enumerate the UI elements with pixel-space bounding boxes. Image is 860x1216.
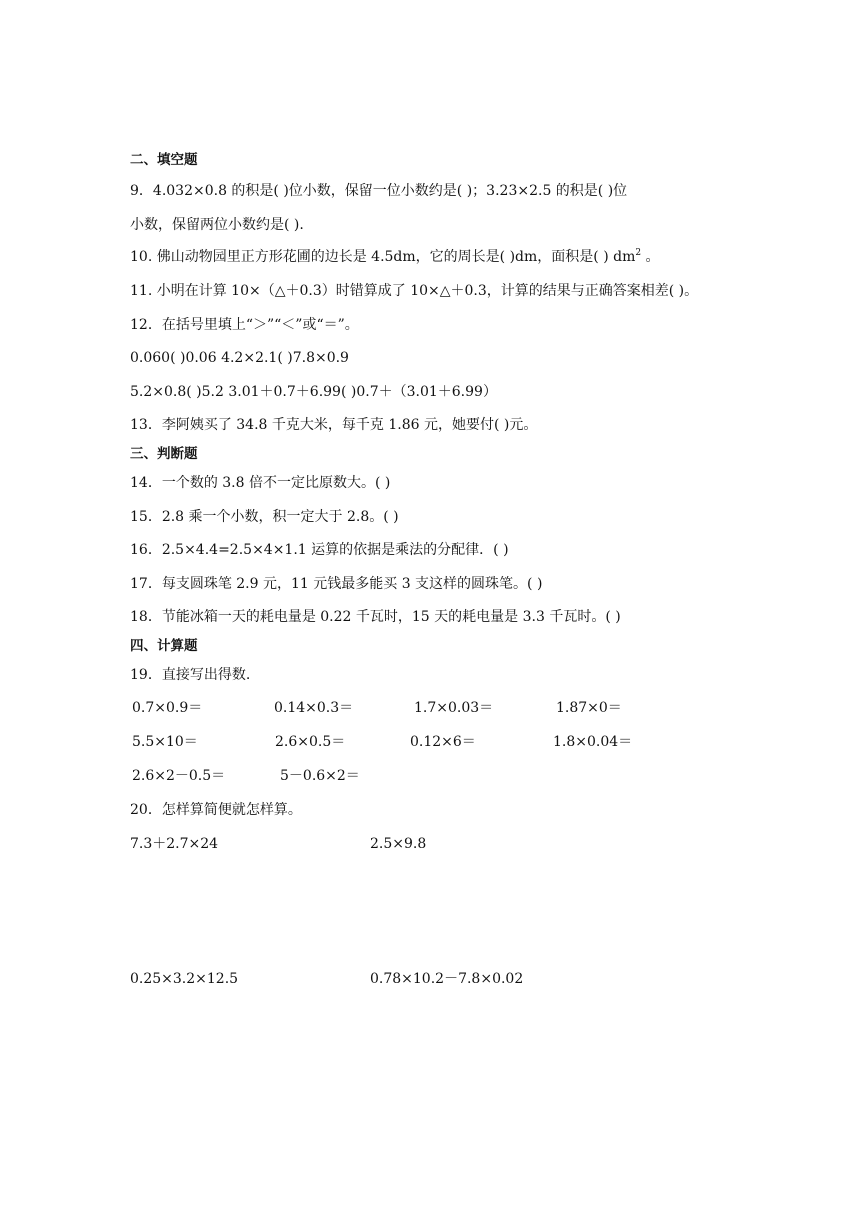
question-9-line2: 小数，保留两位小数约是( ). <box>130 217 304 233</box>
question-10-unit-exponent: 2 <box>635 248 642 258</box>
question-12-title: 12．在括号里填上“＞”“＜”或“＝”。 <box>130 317 359 333</box>
question-18: 18．节能冰箱一天的耗电量是 0.22 千瓦时，15 天的耗电量是 3.3 千瓦时。( ) <box>130 609 621 625</box>
question-9-line1: 9．4.032×0.8 的积是( )位小数，保留一位小数约是( )；3.23×2.5 的积是( )位 <box>130 183 628 199</box>
q19-item: 1.8×0.04＝ <box>553 734 633 750</box>
question-11: 11. 小明在计算 10×（△＋0.3）时错算成了 10×△＋0.3，计算的结果与正确答案相差( )。 <box>130 283 699 299</box>
section-calc-heading: 四、计算题 <box>130 638 198 654</box>
q20-item: 0.25×3.2×12.5 <box>130 971 239 987</box>
question-19-title: 19．直接写出得数. <box>130 667 251 683</box>
section-fill-blank-heading: 二、填空题 <box>130 152 198 168</box>
q20-item: 2.5×9.8 <box>370 836 427 852</box>
q19-item: 0.14×0.3＝ <box>274 700 354 716</box>
question-15: 15．2.8 乘一个小数，积一定大于 2.8。( ) <box>130 509 399 525</box>
q19-item: 1.87×0＝ <box>556 700 622 716</box>
question-17: 17．每支圆珠笔 2.9 元，11 元钱最多能买 3 支这样的圆珠笔。( ) <box>130 576 543 592</box>
q20-item: 7.3＋2.7×24 <box>130 836 219 852</box>
question-10-end: 。 <box>641 249 660 265</box>
q19-item: 0.12×6＝ <box>410 734 476 750</box>
q19-item: 5.5×10＝ <box>132 734 198 750</box>
question-10 <box>130 248 660 266</box>
question-12-row1: 0.060( )0.06 4.2×2.1( )7.8×0.9 <box>130 350 349 366</box>
question-16: 16．2.5×4.4=2.5×4×1.1 运算的依据是乘法的分配律．( ) <box>130 542 509 558</box>
question-12-row2: 5.2×0.8( )5.2 3.01＋0.7＋6.99( )0.7＋（3.01＋6.99） <box>130 384 497 400</box>
q19-item: 2.6×0.5＝ <box>275 734 346 750</box>
question-13: 13．李阿姨买了 34.8 千克大米，每千克 1.86 元，她要付( )元。 <box>130 417 538 433</box>
q19-item: 0.7×0.9＝ <box>132 700 203 716</box>
q19-item: 5－0.6×2＝ <box>280 768 360 784</box>
q19-item: 2.6×2－0.5＝ <box>132 768 226 784</box>
section-judge-heading: 三、判断题 <box>130 446 198 462</box>
q19-item: 1.7×0.03＝ <box>414 700 494 716</box>
question-20-title: 20．怎样算简便就怎样算。 <box>130 802 302 818</box>
question-10-text: 10. 佛山动物园里正方形花圃的边长是 4.5dm，它的周长是( )dm，面积是( ) dm <box>130 249 636 265</box>
q20-item: 0.78×10.2－7.8×0.02 <box>370 971 524 987</box>
question-14: 14．一个数的 3.8 倍不一定比原数大。( ) <box>130 475 391 491</box>
